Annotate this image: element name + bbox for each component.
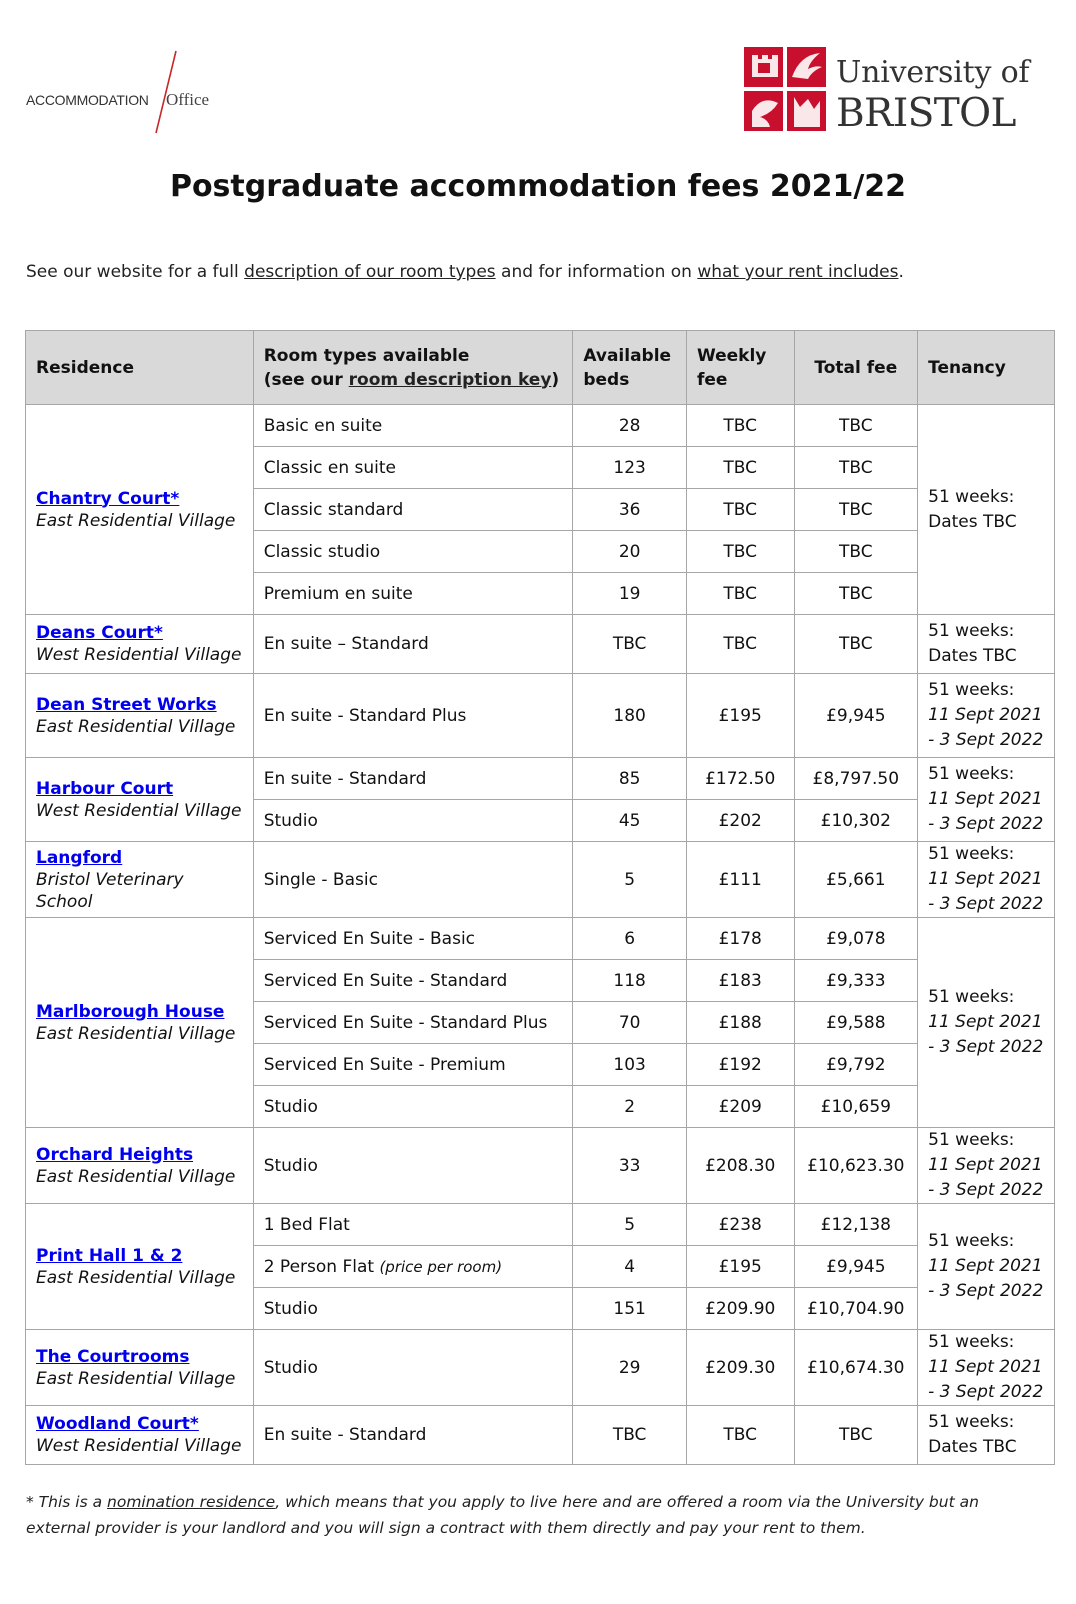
fees-table xyxy=(25,330,1055,1465)
university-of-bristol-logo xyxy=(744,47,1044,137)
table-row xyxy=(26,1128,1055,1204)
room-type: Basic en suite xyxy=(263,415,383,436)
residence-cell xyxy=(26,842,254,918)
available-beds-cell: 2 xyxy=(573,1086,687,1128)
nomination-residence-link[interactable]: nomination residence xyxy=(107,1493,276,1511)
room-type: Serviced En Suite - Premium xyxy=(263,1054,506,1075)
weekly-fee-cell: £209 xyxy=(686,1086,794,1128)
room-type-cell xyxy=(253,447,573,489)
weekly-fee-cell: £172.50 xyxy=(686,758,794,800)
available-beds-cell: 28 xyxy=(573,405,687,447)
weekly-fee-cell: TBC xyxy=(686,489,794,531)
total-fee-cell: TBC xyxy=(794,573,918,615)
weekly-fee-cell: £111 xyxy=(686,842,794,918)
room-type-cell xyxy=(253,800,573,842)
residence-name-link[interactable]: Marlborough House xyxy=(36,1001,225,1022)
header-beds-label: beds xyxy=(583,369,630,390)
weekly-fee-cell: TBC xyxy=(686,615,794,674)
tenancy-length: 51 weeks: xyxy=(928,1231,1015,1251)
available-beds-cell: 70 xyxy=(573,1002,687,1044)
total-fee-cell: TBC xyxy=(794,615,918,674)
room-type-cell xyxy=(253,842,573,918)
table-row xyxy=(26,842,1055,918)
room-type-cell xyxy=(253,674,573,758)
room-type-cell xyxy=(253,1044,573,1086)
residence-name-link[interactable]: Orchard Heights xyxy=(36,1144,194,1165)
available-beds-cell: TBC xyxy=(573,615,687,674)
weekly-fee-cell: £195 xyxy=(686,1246,794,1288)
total-fee-cell: £10,674.30 xyxy=(794,1330,918,1406)
tenancy-length: 51 weeks: xyxy=(928,621,1015,641)
residence-name-link[interactable]: Deans Court* xyxy=(36,623,163,643)
available-beds-cell: 180 xyxy=(573,674,687,758)
room-type-cell xyxy=(253,1204,573,1246)
weekly-fee-cell: TBC xyxy=(686,573,794,615)
intro-text: See our website for a full xyxy=(26,262,245,282)
residence-name-link[interactable]: Harbour Court xyxy=(36,778,174,799)
residence-cell xyxy=(26,1204,254,1330)
residence-area: East Residential Village xyxy=(36,510,236,531)
residence-cell xyxy=(26,615,254,674)
table-row xyxy=(26,674,1055,758)
residence-cell xyxy=(26,1330,254,1406)
available-beds-cell: 118 xyxy=(573,960,687,1002)
tenancy-end: - 3 Sept 2022 xyxy=(928,1382,1044,1402)
room-type-cell xyxy=(253,531,573,573)
available-beds-cell: 151 xyxy=(573,1288,687,1330)
residence-cell xyxy=(26,1128,254,1204)
available-beds-cell: 19 xyxy=(573,573,687,615)
room-type: Premium en suite xyxy=(263,583,413,604)
table-row xyxy=(26,1330,1055,1406)
total-fee-cell: £9,588 xyxy=(794,1002,918,1044)
total-fee-cell: £8,797.50 xyxy=(794,758,918,800)
residence-area: East Residential Village xyxy=(36,1023,236,1044)
tenancy-cell xyxy=(918,674,1055,758)
total-fee-cell: £12,138 xyxy=(794,1204,918,1246)
tenancy-start: 11 Sept 2021 xyxy=(928,1012,1043,1032)
available-beds-cell: TBC xyxy=(573,1406,687,1465)
residence-cell xyxy=(26,405,254,615)
tenancy-start: 11 Sept 2021 xyxy=(928,1155,1043,1175)
tenancy-cell xyxy=(918,405,1055,615)
total-fee-cell: £9,333 xyxy=(794,960,918,1002)
residence-name-link[interactable]: Chantry Court* xyxy=(36,488,180,509)
weekly-fee-cell: £209.90 xyxy=(686,1288,794,1330)
table-row xyxy=(26,918,1055,960)
room-type: Studio xyxy=(263,1096,318,1117)
table-row xyxy=(26,615,1055,674)
tenancy-length: 51 weeks: xyxy=(928,764,1015,784)
room-type: Studio xyxy=(263,810,318,831)
room-type-cell xyxy=(253,1406,573,1465)
tenancy-length: 51 weeks: xyxy=(928,486,1015,507)
weekly-fee-cell: £208.30 xyxy=(686,1128,794,1204)
available-beds-cell: 5 xyxy=(573,1204,687,1246)
residence-area: West Residential Village xyxy=(36,1436,242,1456)
tenancy-cell xyxy=(918,918,1055,1128)
room-type: Studio xyxy=(263,1155,318,1176)
room-type-cell xyxy=(253,1330,573,1406)
residence-area: Bristol Veterinary School xyxy=(36,869,184,912)
room-type-cell xyxy=(253,1288,573,1330)
weekly-fee-cell: TBC xyxy=(686,405,794,447)
footnote-text: * This is a xyxy=(26,1493,108,1511)
residence-name-link[interactable]: Print Hall 1 & 2 xyxy=(36,1245,183,1266)
residence-name-link[interactable]: Langford xyxy=(36,847,123,868)
total-fee-cell: TBC xyxy=(794,531,918,573)
bristol-text: BRISTOL xyxy=(836,91,1016,136)
tenancy-start: Dates TBC xyxy=(928,646,1017,666)
tenancy-cell xyxy=(918,615,1055,674)
room-type: Classic standard xyxy=(263,499,404,520)
total-fee-cell: £9,792 xyxy=(794,1044,918,1086)
tenancy-start: 11 Sept 2021 xyxy=(928,705,1043,725)
weekly-fee-cell: £183 xyxy=(686,960,794,1002)
header-room-types-label: Room types available xyxy=(263,345,470,366)
weekly-fee-cell: TBC xyxy=(686,531,794,573)
available-beds-cell: 33 xyxy=(573,1128,687,1204)
intro-paragraph xyxy=(26,262,904,282)
residence-cell xyxy=(26,918,254,1128)
rent-includes-link[interactable]: what your rent includes xyxy=(697,262,899,282)
residence-name-link[interactable]: Woodland Court* xyxy=(36,1414,199,1434)
room-type: Studio xyxy=(263,1298,318,1319)
room-type-cell xyxy=(253,573,573,615)
tenancy-cell xyxy=(918,758,1055,842)
tenancy-length: 51 weeks: xyxy=(928,1130,1015,1150)
room-type-cell xyxy=(253,489,573,531)
tenancy-length: 51 weeks: xyxy=(928,1332,1015,1352)
header-room-types-note: (see our xyxy=(263,369,349,390)
accommodation-office-logo xyxy=(26,45,226,135)
tenancy-start: 11 Sept 2021 xyxy=(928,1357,1043,1377)
residence-cell xyxy=(26,674,254,758)
footnote-text: , which means that you apply to live here and are offered a room via the University but an external provider is your landlord and you will sign a contract with them directly and pay your rent to them. xyxy=(26,1493,979,1537)
tenancy-length: 51 weeks: xyxy=(928,987,1015,1007)
total-fee-cell: TBC xyxy=(794,489,918,531)
tenancy-end: - 3 Sept 2022 xyxy=(928,1037,1044,1057)
bristol-crest-icon xyxy=(744,47,826,131)
room-type-cell xyxy=(253,918,573,960)
tenancy-cell xyxy=(918,842,1055,918)
residence-area: East Residential Village xyxy=(36,716,236,737)
room-type-cell xyxy=(253,758,573,800)
fees-table-body xyxy=(26,405,1055,1465)
tenancy-cell xyxy=(918,1204,1055,1330)
room-type-cell xyxy=(253,1086,573,1128)
available-beds-cell: 123 xyxy=(573,447,687,489)
residence-area: East Residential Village xyxy=(36,1166,236,1187)
room-type: En suite - Standard Plus xyxy=(263,705,467,726)
total-fee-cell: £5,661 xyxy=(794,842,918,918)
available-beds-cell: 6 xyxy=(573,918,687,960)
table-row xyxy=(26,405,1055,447)
residence-cell xyxy=(26,758,254,842)
room-type: Studio xyxy=(263,1357,318,1378)
total-fee-cell: £10,623.30 xyxy=(794,1128,918,1204)
room-type: Serviced En Suite - Standard xyxy=(263,970,508,991)
residence-area: East Residential Village xyxy=(36,1267,236,1288)
header-weekly-label: Weekly xyxy=(696,345,767,366)
room-type: En suite - Standard xyxy=(263,768,427,789)
header-available-beds xyxy=(573,331,687,405)
residence-cell xyxy=(26,1406,254,1465)
header-residence: Residence xyxy=(26,331,254,405)
room-type: 2 Person Flat xyxy=(263,1256,375,1277)
room-type-cell xyxy=(253,1246,573,1288)
header-available-label: Available xyxy=(583,345,672,366)
total-fee-cell: TBC xyxy=(794,1406,918,1465)
total-fee-cell: TBC xyxy=(794,447,918,489)
total-fee-cell: £10,302 xyxy=(794,800,918,842)
weekly-fee-cell: £209.30 xyxy=(686,1330,794,1406)
residence-name-link[interactable]: Dean Street Works xyxy=(36,694,217,715)
tenancy-length: 51 weeks: xyxy=(928,680,1015,700)
tenancy-end: - 3 Sept 2022 xyxy=(928,814,1044,834)
residence-area: East Residential Village xyxy=(36,1368,236,1389)
header-total-fee: Total fee xyxy=(794,331,918,405)
room-type: Classic studio xyxy=(263,541,381,562)
tenancy-start: 11 Sept 2021 xyxy=(928,869,1043,889)
tenancy-end: - 3 Sept 2022 xyxy=(928,1180,1044,1200)
header-tenancy: Tenancy xyxy=(918,331,1055,405)
room-type-note: (price per room) xyxy=(379,1257,503,1276)
weekly-fee-cell: TBC xyxy=(686,1406,794,1465)
table-row xyxy=(26,758,1055,800)
room-type-cell xyxy=(253,1128,573,1204)
total-fee-cell: TBC xyxy=(794,405,918,447)
residence-name-link[interactable]: The Courtrooms xyxy=(36,1346,190,1367)
room-type: Serviced En Suite - Standard Plus xyxy=(263,1012,548,1033)
available-beds-cell: 5 xyxy=(573,842,687,918)
room-type-cell xyxy=(253,405,573,447)
table-row xyxy=(26,1406,1055,1465)
weekly-fee-cell: £202 xyxy=(686,800,794,842)
room-type-cell xyxy=(253,615,573,674)
room-type: En suite - Standard xyxy=(263,1425,427,1445)
available-beds-cell: 20 xyxy=(573,531,687,573)
weekly-fee-cell: TBC xyxy=(686,447,794,489)
tenancy-start: Dates TBC xyxy=(928,1437,1017,1457)
tenancy-cell xyxy=(918,1128,1055,1204)
room-type: Classic en suite xyxy=(263,457,397,478)
intro-text: and for information on xyxy=(495,262,698,282)
available-beds-cell: 85 xyxy=(573,758,687,800)
total-fee-cell: £9,945 xyxy=(794,1246,918,1288)
available-beds-cell: 4 xyxy=(573,1246,687,1288)
room-types-link[interactable]: description of our room types xyxy=(244,262,496,282)
room-type: 1 Bed Flat xyxy=(263,1214,350,1235)
tenancy-end: - 3 Sept 2022 xyxy=(928,1281,1044,1301)
tenancy-start: 11 Sept 2021 xyxy=(928,1256,1043,1276)
logo-office-text: Office xyxy=(166,90,210,109)
total-fee-cell: £10,704.90 xyxy=(794,1288,918,1330)
university-of-text: University of xyxy=(836,55,1030,90)
total-fee-cell: £10,659 xyxy=(794,1086,918,1128)
header-weekly-fee xyxy=(686,331,794,405)
tenancy-cell xyxy=(918,1330,1055,1406)
footnote xyxy=(26,1489,1026,1541)
intro-text: . xyxy=(898,262,904,282)
table-row xyxy=(26,1204,1055,1246)
available-beds-cell: 103 xyxy=(573,1044,687,1086)
total-fee-cell: £9,078 xyxy=(794,918,918,960)
tenancy-end: - 3 Sept 2022 xyxy=(928,894,1044,914)
room-type: Serviced En Suite - Basic xyxy=(263,928,476,949)
available-beds-cell: 45 xyxy=(573,800,687,842)
weekly-fee-cell: £178 xyxy=(686,918,794,960)
tenancy-length: 51 weeks: xyxy=(928,844,1015,864)
room-type: En suite – Standard xyxy=(263,634,429,654)
logo-accommodation-text: ACCOMMODATION xyxy=(26,92,149,108)
tenancy-cell xyxy=(918,1406,1055,1465)
available-beds-cell: 29 xyxy=(573,1330,687,1406)
page-title: Postgraduate accommodation fees 2021/22 xyxy=(169,169,907,204)
room-type-cell xyxy=(253,960,573,1002)
room-type-cell xyxy=(253,1002,573,1044)
room-type: Single - Basic xyxy=(263,869,378,890)
total-fee-cell: £9,945 xyxy=(794,674,918,758)
header-room-types xyxy=(253,331,573,405)
weekly-fee-cell: £195 xyxy=(686,674,794,758)
weekly-fee-cell: £192 xyxy=(686,1044,794,1086)
available-beds-cell: 36 xyxy=(573,489,687,531)
room-description-key-link[interactable]: room description key xyxy=(348,369,552,390)
weekly-fee-cell: £238 xyxy=(686,1204,794,1246)
residence-area: West Residential Village xyxy=(36,800,242,821)
table-header-row xyxy=(26,331,1055,405)
header-fee-label: fee xyxy=(696,369,728,390)
page-header xyxy=(0,0,1076,150)
header-room-types-note: ) xyxy=(551,369,560,390)
residence-area: West Residential Village xyxy=(36,645,242,665)
weekly-fee-cell: £188 xyxy=(686,1002,794,1044)
tenancy-start: 11 Sept 2021 xyxy=(928,789,1043,809)
tenancy-end: - 3 Sept 2022 xyxy=(928,730,1044,750)
tenancy-start: Dates TBC xyxy=(928,511,1017,532)
tenancy-length: 51 weeks: xyxy=(928,1412,1015,1432)
